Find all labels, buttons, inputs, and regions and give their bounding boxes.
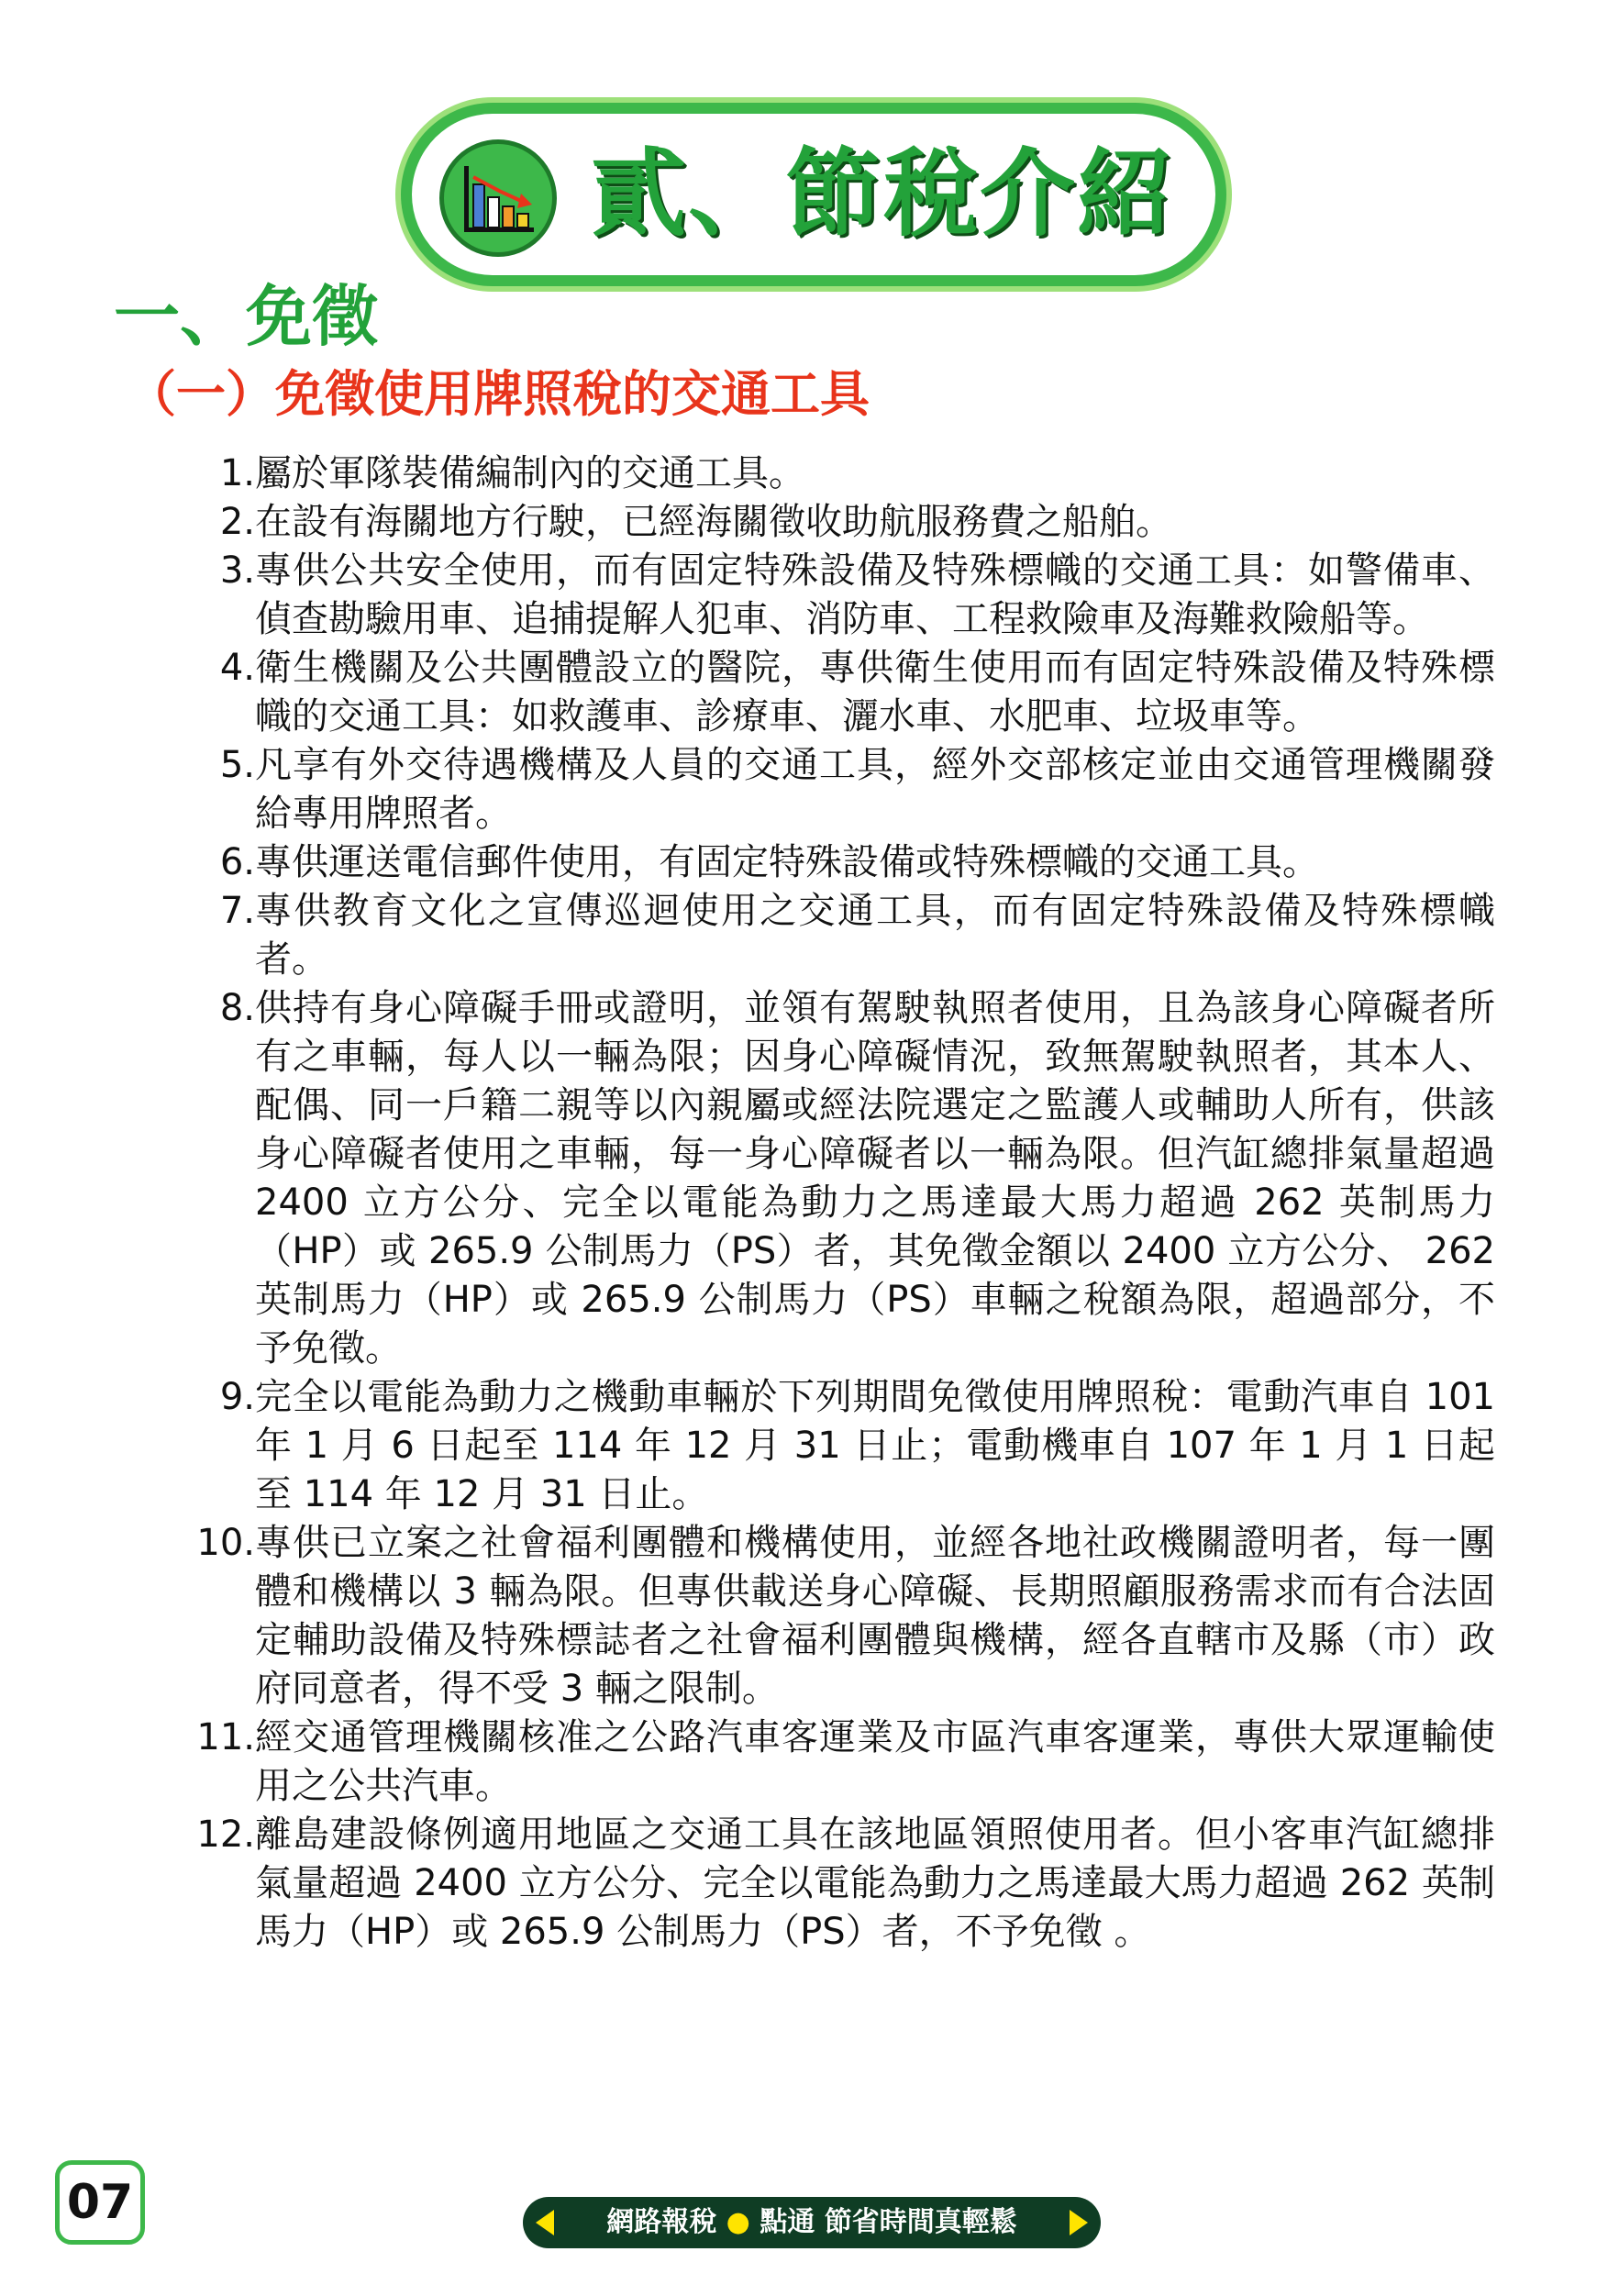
item-text: 屬於軍隊裝備編制內的交通工具。: [255, 452, 805, 494]
header-banner: [401, 103, 1226, 286]
item-number: 8.: [219, 987, 255, 1029]
item-number: 4.: [219, 647, 255, 689]
item-number: 3.: [219, 549, 255, 592]
list-item: [183, 1519, 1495, 1714]
item-number: 5.: [219, 744, 255, 786]
item-number: 1.: [219, 452, 255, 494]
chart-decline-icon: [439, 139, 557, 257]
list-item: [183, 1811, 1495, 1957]
list-item: [183, 741, 1495, 838]
subsection-title: （一）免徵使用牌照稅的交通工具: [127, 365, 870, 423]
item-text: 專供已立案之社會福利團體和機構使用，並經各地社政機關證明者，每一團體和機構以 3 輛為限。但專供載送身心障礙、長期照顧服務需求而有合法固定輔助設備及特殊標誌者之社會福利團體與機構，經各直轄市及縣（市）政府同意者，得不受 3 輛之限制。: [255, 1522, 1495, 1710]
list-item: [183, 498, 1495, 547]
item-text: 衛生機關及公共團體設立的醫院，專供衛生使用而有固定特殊設備及特殊標幟的交通工具：如救護車、診療車、灑水車、水肥車、垃圾車等。: [255, 647, 1495, 738]
item-text: 專供公共安全使用，而有固定特殊設備及特殊標幟的交通工具：如警備車、偵查勘驗用車、追捕提解人犯車、消防車、工程救險車及海難救險船等。: [255, 549, 1495, 640]
footer-separator: ●: [726, 2206, 750, 2238]
footer-banner: [523, 2197, 1101, 2248]
page-number: 07: [55, 2160, 145, 2245]
item-text: 專供運送電信郵件使用，有固定特殊設備或特殊標幟的交通工具。: [255, 841, 1319, 883]
footer-slogan-part1: 網路報稅: [606, 2206, 717, 2238]
chart-decline-icon-graphic: [457, 157, 539, 239]
page-title: 貳、節稅介紹: [591, 138, 1175, 250]
item-text: 離島建設條例適用地區之交通工具在該地區領照使用者。但小客車汽缸總排氣量超過 2400 立方公分、完全以電能為動力之馬達最大馬力超過 262 英制馬力（HP）或 265.9 公制馬力（PS）者，不予免徵 。: [255, 1814, 1495, 1953]
arrow-right-icon: [1070, 2210, 1088, 2235]
item-number: 6.: [219, 841, 255, 883]
item-number: 12.: [196, 1814, 255, 1856]
item-text: 在設有海關地方行駛，已經海關徵收助航服務費之船舶。: [255, 501, 1172, 543]
list-item: [183, 984, 1495, 1373]
list-item: [183, 838, 1495, 887]
arrow-left-icon: [536, 2210, 554, 2235]
item-text: 完全以電能為動力之機動車輛於下列期間免徵使用牌照稅：電動汽車自 101 年 1 月 6 日起至 114 年 12 月 31 日止；電動機車自 107 年 1 月 1 日起至 114 年 12 月 31 日止。: [255, 1376, 1495, 1515]
item-text: 經交通管理機關核准之公路汽車客運業及市區汽車客運業，專供大眾運輸使用之公共汽車。: [255, 1716, 1495, 1807]
item-text: 專供教育文化之宣傳巡迴使用之交通工具，而有固定特殊設備及特殊標幟者。: [255, 890, 1495, 981]
item-number: 7.: [219, 890, 255, 932]
item-text: 供持有身心障礙手冊或證明，並領有駕駛執照者使用，且為該身心障礙者所有之車輛，每人以一輛為限；因身心障礙情況，致無駕駛執照者，其本人、配偶、同一戶籍二親等以內親屬或經法院選定之監護人或輔助人所有，供該身心障礙者使用之車輛，每一身心障礙者以一輛為限。但汽缸總排氣量超過 2400 立方公分、完全以電能為動力之馬達最大馬力超過 262 英制馬力（HP）或 265.9 公制馬力（PS）者，其免徵金額以 2400 立方公分、 262 英制馬力（HP）或 265.9 公制馬力（PS）車輛之稅額為限，超過部分，不予免徵。: [255, 987, 1495, 1370]
item-number: 9.: [219, 1376, 255, 1418]
header-banner-inner: [412, 114, 1215, 275]
footer-slogan: [578, 2197, 1046, 2248]
item-text: 凡享有外交待遇機構及人員的交通工具，經外交部核定並由交通管理機關發給專用牌照者。: [255, 744, 1495, 835]
item-number: 10.: [196, 1522, 255, 1564]
item-number: 2.: [219, 501, 255, 543]
footer-slogan-part2: 點通 節省時間真輕鬆: [760, 2206, 1017, 2238]
list-item: [183, 1714, 1495, 1811]
list-item: [183, 449, 1495, 498]
list-item: [183, 644, 1495, 741]
list-item: [183, 1373, 1495, 1519]
list-item: [183, 547, 1495, 644]
list-item: [183, 887, 1495, 984]
item-number: 11.: [196, 1716, 255, 1758]
section-title: 一、免徵: [114, 278, 379, 355]
exemption-list: [183, 449, 1495, 1957]
